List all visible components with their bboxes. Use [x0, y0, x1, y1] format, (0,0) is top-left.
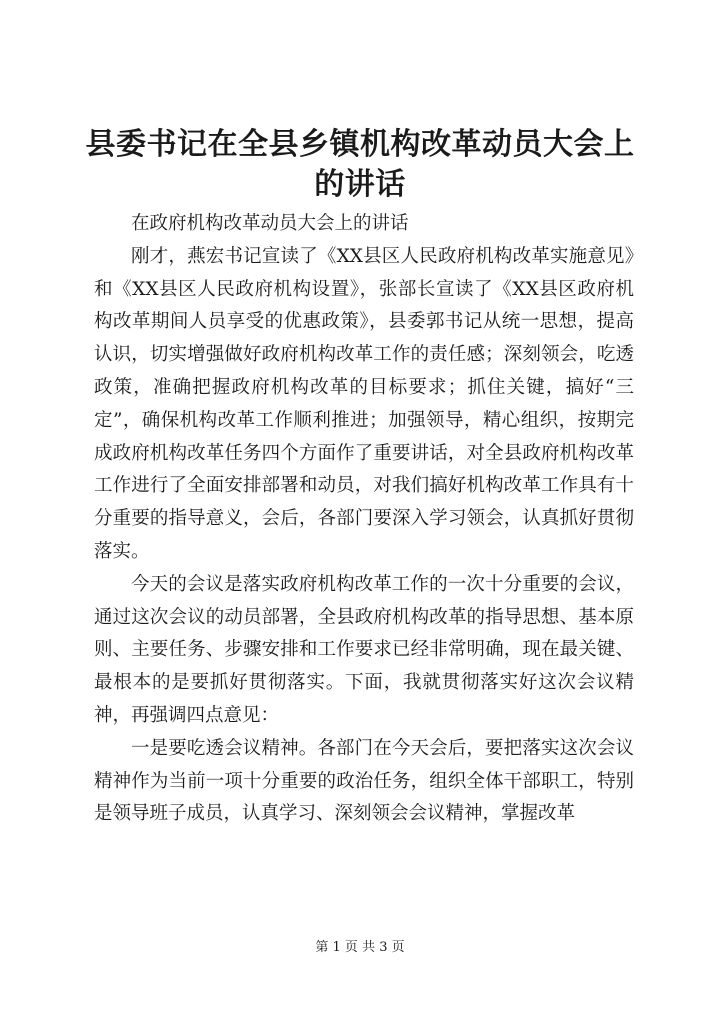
paragraph-3: 一是要吃透会议精神。各部门在今天会后，要把落实这次会议精神作为当前一项十分重要的政治任务，组织全体干部职工，特别是领导班子成员，认真学习、深刻领会会议精神，掌握改革	[94, 737, 634, 825]
document-title: 县委书记在全县乡镇机构改革动员大会上的讲话	[85, 127, 635, 202]
paragraph-2: 今天的会议是落实政府机构改革工作的一次十分重要的会议，通过这次会议的动员部署，全县政府机构改革的指导思想、基本原则、主要任务、步骤安排和工作要求已经非常明确，现在最关键、最根本的是要抓好贯彻落实。下面，我就贯彻落实好这次会议精神，再强调四点意见：	[94, 573, 634, 726]
document-body	[94, 208, 634, 831]
paragraph-1: 刚才，燕宏书记宣读了《XX县区人民政府机构改革实施意见》和《XX县区人民政府机构设置》，张部长宣读了《XX县区政府机构改革期间人员享受的优惠政策》，县委郭书记从统一思想，提高认识，切实增强做好政府机构改革工作的责任感；深刻领会，吃透政策，准确把握政府机构改革的目标要求；抓住关键，搞好“三定”，确保机构改革工作顺利推进；加强领导，精心组织，按期完成政府机构改革任务四个方面作了重要讲话，对全县政府机构改革工作进行了全面安排部署和动员，对我们搞好机构改革工作具有十分重要的指导意义，会后，各部门要深入学习领会，认真抓好贯彻落实。	[94, 245, 634, 562]
page-number-footer: 第 1 页 共 3 页	[315, 940, 405, 955]
document-subtitle: 在政府机构改革动员大会上的讲话	[131, 213, 409, 234]
